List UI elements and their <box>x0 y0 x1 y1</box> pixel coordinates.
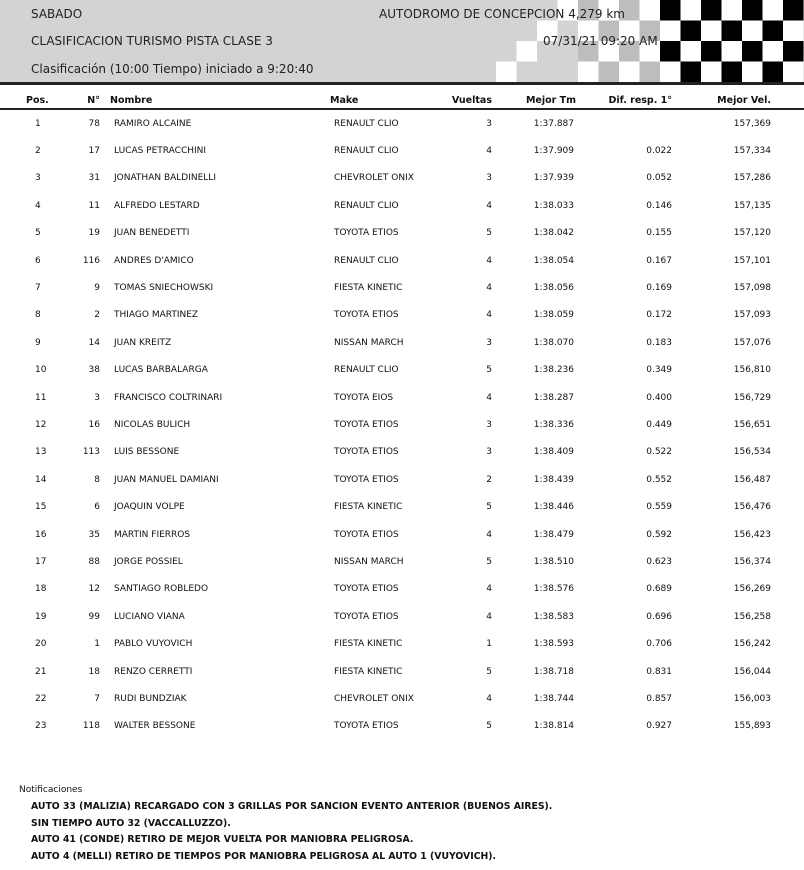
checker-square <box>660 0 681 21</box>
cell-best-time: 1:38.593 <box>533 639 574 650</box>
day-label: SABADO <box>31 7 83 21</box>
cell-name: ALFREDO LESTARD <box>114 200 200 211</box>
cell-best-time: 1:38.479 <box>533 529 574 540</box>
cell-name: THIAGO MARTINEZ <box>114 310 199 321</box>
cell-num: 88 <box>88 556 100 567</box>
cell-name: TOMAS SNIECHOWSKI <box>114 283 214 294</box>
cell-best-speed: 156,242 <box>733 639 771 650</box>
cell-best-speed: 157,098 <box>733 283 771 294</box>
col-best-header: Mejor Tm <box>492 92 576 109</box>
cell-best-time: 1:38.056 <box>533 283 574 294</box>
checker-square <box>701 41 722 62</box>
cell-make: TOYOTA EIOS <box>334 392 394 403</box>
col-laps-header: Vueltas <box>450 92 492 109</box>
checker-square <box>681 0 702 21</box>
cell-num: 9 <box>94 283 100 294</box>
table-row <box>0 548 804 575</box>
cell-pos: 17 <box>35 556 47 567</box>
notifications-section <box>19 785 552 867</box>
cell-make: FIESTA KINETIC <box>334 502 403 513</box>
checker-square <box>517 41 538 62</box>
cell-make: TOYOTA ETIOS <box>334 721 399 732</box>
table-row <box>0 521 804 548</box>
checker-square <box>722 41 743 62</box>
cell-best-speed: 157,101 <box>733 255 771 266</box>
checker-square <box>763 62 784 83</box>
cell-gap: 0.349 <box>646 365 672 376</box>
cell-best-time: 1:38.409 <box>533 447 574 458</box>
cell-pos: 1 <box>35 118 41 129</box>
cell-name: LUIS BESSONE <box>114 447 180 458</box>
table-row <box>0 658 804 685</box>
checker-square <box>701 21 722 42</box>
cell-num: 8 <box>94 474 100 485</box>
cell-name: LUCIANO VIANA <box>114 611 185 622</box>
cell-best-time: 1:38.059 <box>533 310 574 321</box>
notification-line: AUTO 4 (MELLI) RETIRO DE TIEMPOS POR MANIOBRA PELIGROSA AL AUTO 1 (VUYOVICH). <box>31 850 497 862</box>
table-row <box>0 274 804 301</box>
col-speed-header: Mejor Vel. <box>672 92 771 109</box>
cell-laps: 3 <box>486 447 492 458</box>
cell-name: RENZO CERRETTI <box>114 666 193 677</box>
cell-best-speed: 156,423 <box>733 529 771 540</box>
cell-pos: 21 <box>35 666 47 677</box>
checker-square <box>660 41 681 62</box>
cell-best-speed: 156,258 <box>733 611 771 622</box>
cell-pos: 18 <box>35 584 47 595</box>
cell-num: 99 <box>88 611 100 622</box>
table-row <box>0 220 804 247</box>
cell-gap: 0.552 <box>646 474 672 485</box>
cell-gap: 0.052 <box>646 173 672 184</box>
cell-laps: 4 <box>486 392 492 403</box>
cell-gap: 0.689 <box>646 584 672 595</box>
checker-square <box>660 62 681 83</box>
cell-pos: 10 <box>35 365 47 376</box>
cell-make: FIESTA KINETIC <box>334 666 403 677</box>
cell-best-speed: 156,810 <box>733 365 771 376</box>
cell-make: FIESTA KINETIC <box>334 283 403 294</box>
checker-square <box>722 0 743 21</box>
cell-pos: 5 <box>35 228 41 239</box>
cell-pos: 11 <box>35 392 47 403</box>
cell-laps: 5 <box>486 365 492 376</box>
table-row <box>0 493 804 520</box>
cell-num: 7 <box>94 693 100 704</box>
session-datetime: 07/31/21 09:20 AM <box>543 34 658 48</box>
checker-square <box>599 62 620 83</box>
cell-best-time: 1:38.439 <box>533 474 574 485</box>
checker-square <box>640 0 661 21</box>
notifications-title: Notificaciones <box>19 785 83 795</box>
cell-best-time: 1:37.887 <box>533 118 574 129</box>
cell-make: TOYOTA ETIOS <box>334 310 399 321</box>
table-row <box>0 357 804 384</box>
col-num-header: N° <box>60 92 100 109</box>
cell-best-time: 1:38.814 <box>533 721 574 732</box>
cell-best-speed: 156,374 <box>733 556 771 567</box>
table-row <box>0 384 804 411</box>
cell-pos: 13 <box>35 447 47 458</box>
cell-best-speed: 157,093 <box>733 310 771 321</box>
cell-name: PABLO VUYOVICH <box>114 639 193 650</box>
cell-laps: 4 <box>486 200 492 211</box>
cell-gap <box>576 109 672 137</box>
cell-name: LUCAS PETRACCHINI <box>114 146 207 157</box>
cell-laps: 5 <box>486 502 492 513</box>
table-row <box>0 630 804 657</box>
cell-laps: 3 <box>486 337 492 348</box>
cell-name: JORGE POSSIEL <box>114 556 183 567</box>
cell-gap: 0.449 <box>646 419 672 430</box>
cell-num: 12 <box>88 584 100 595</box>
cell-laps: 4 <box>486 310 492 321</box>
cell-name: WALTER BESSONE <box>114 721 196 732</box>
cell-best-speed: 157,286 <box>733 173 771 184</box>
cell-pos: 19 <box>35 611 47 622</box>
cell-gap: 0.400 <box>646 392 672 403</box>
cell-num: 38 <box>88 365 100 376</box>
cell-best-speed: 156,269 <box>733 584 771 595</box>
cell-best-speed: 156,044 <box>733 666 771 677</box>
table-row <box>0 466 804 493</box>
cell-gap: 0.522 <box>646 447 672 458</box>
cell-num: 6 <box>94 502 100 513</box>
cell-pos: 15 <box>35 502 47 513</box>
cell-make: CHEVROLET ONIX <box>334 693 414 704</box>
cell-make: TOYOTA ETIOS <box>334 474 399 485</box>
table-row <box>0 603 804 630</box>
cell-make: CHEVROLET ONIX <box>334 173 414 184</box>
cell-best-time: 1:37.909 <box>533 146 574 157</box>
cell-laps: 4 <box>486 283 492 294</box>
cell-gap: 0.169 <box>646 283 672 294</box>
cell-make: NISSAN MARCH <box>334 337 404 348</box>
cell-best-speed: 157,120 <box>733 228 771 239</box>
checker-square <box>701 0 722 21</box>
cell-pos: 22 <box>35 693 47 704</box>
col-make-header: Make <box>330 92 450 109</box>
cell-laps: 5 <box>486 556 492 567</box>
cell-best-time: 1:38.336 <box>533 419 574 430</box>
cell-laps: 5 <box>486 228 492 239</box>
table-row <box>0 192 804 219</box>
col-pos-header: Pos. <box>0 92 60 109</box>
cell-laps: 3 <box>486 118 492 129</box>
cell-gap: 0.172 <box>646 310 672 321</box>
checker-square <box>763 41 784 62</box>
table-row <box>0 302 804 329</box>
cell-best-time: 1:38.718 <box>533 666 574 677</box>
cell-pos: 4 <box>35 200 41 211</box>
cell-make: RENAULT CLIO <box>334 365 399 376</box>
cell-pos: 14 <box>35 474 47 485</box>
cell-best-time: 1:38.744 <box>533 693 574 704</box>
cell-pos: 9 <box>35 337 41 348</box>
cell-laps: 4 <box>486 255 492 266</box>
checker-square <box>722 62 743 83</box>
col-gap-header: Dif. resp. 1° <box>576 92 672 109</box>
checker-square <box>763 0 784 21</box>
cell-num: 35 <box>88 529 100 540</box>
cell-best-time: 1:38.236 <box>533 365 574 376</box>
checker-square <box>783 41 804 62</box>
cell-num: 11 <box>88 200 100 211</box>
cell-gap: 0.831 <box>646 666 672 677</box>
report-header <box>0 0 804 85</box>
cell-laps: 4 <box>486 584 492 595</box>
cell-laps: 2 <box>486 474 492 485</box>
cell-best-speed: 157,076 <box>733 337 771 348</box>
table-row <box>0 576 804 603</box>
cell-gap: 0.592 <box>646 529 672 540</box>
cell-pos: 6 <box>35 255 41 266</box>
cell-laps: 4 <box>486 611 492 622</box>
cell-gap: 0.706 <box>646 639 672 650</box>
cell-name: JUAN MANUEL DAMIANI <box>114 474 219 485</box>
cell-num: 2 <box>94 310 100 321</box>
checker-square <box>783 21 804 42</box>
cell-gap: 0.155 <box>646 228 672 239</box>
table-row <box>0 329 804 356</box>
cell-name: MARTIN FIERROS <box>114 529 191 540</box>
cell-pos: 3 <box>35 173 41 184</box>
checker-square <box>742 0 763 21</box>
cell-name: NICOLAS BULICH <box>114 419 191 430</box>
cell-name: JONATHAN BALDINELLI <box>114 173 216 184</box>
cell-make: RENAULT CLIO <box>334 118 399 129</box>
checker-square <box>742 62 763 83</box>
cell-best-speed: 156,476 <box>733 502 771 513</box>
cell-best-speed: 156,487 <box>733 474 771 485</box>
cell-laps: 3 <box>486 173 492 184</box>
cell-make: TOYOTA ETIOS <box>334 529 399 540</box>
cell-name: JUAN KREITZ <box>114 337 172 348</box>
checker-square <box>742 21 763 42</box>
cell-num: 118 <box>82 721 100 732</box>
cell-num: 3 <box>94 392 100 403</box>
cell-name: ANDRES D'AMICO <box>114 255 194 266</box>
cell-laps: 5 <box>486 721 492 732</box>
cell-make: TOYOTA ETIOS <box>334 447 399 458</box>
cell-make: TOYOTA ETIOS <box>334 584 399 595</box>
cell-laps: 5 <box>486 666 492 677</box>
checker-square <box>763 21 784 42</box>
cell-best-time: 1:38.033 <box>533 200 574 211</box>
checker-square <box>660 21 681 42</box>
cell-best-time: 1:38.576 <box>533 584 574 595</box>
checker-square <box>783 62 804 83</box>
cell-name: FRANCISCO COLTRINARI <box>114 392 223 403</box>
cell-num: 19 <box>88 228 100 239</box>
session-start-info: Clasificación (10:00 Tiempo) iniciado a 9:20:40 <box>31 62 314 76</box>
cell-pos: 20 <box>35 639 47 650</box>
cell-laps: 3 <box>486 419 492 430</box>
checker-square <box>640 62 661 83</box>
cell-name: JOAQUIN VOLPE <box>114 502 185 513</box>
cell-best-time: 1:38.583 <box>533 611 574 622</box>
cell-make: TOYOTA ETIOS <box>334 228 399 239</box>
cell-make: TOYOTA ETIOS <box>334 611 399 622</box>
cell-gap: 0.696 <box>646 611 672 622</box>
cell-num: 1 <box>94 639 100 650</box>
cell-best-speed: 157,369 <box>733 118 771 129</box>
table-row <box>0 411 804 438</box>
table-row <box>0 713 804 740</box>
cell-best-time: 1:38.510 <box>533 556 574 567</box>
cell-gap: 0.857 <box>646 693 672 704</box>
cell-best-time: 1:38.054 <box>533 255 574 266</box>
checker-square <box>701 62 722 83</box>
table-row <box>0 439 804 466</box>
cell-pos: 2 <box>35 146 41 157</box>
checker-square <box>619 62 640 83</box>
cell-pos: 7 <box>35 283 41 294</box>
checker-square <box>578 62 599 83</box>
checker-square <box>722 21 743 42</box>
notification-line: AUTO 41 (CONDE) RETIRO DE MEJOR VUELTA POR MANIOBRA PELIGROSA. <box>31 834 414 845</box>
cell-num: 14 <box>88 337 100 348</box>
cell-gap: 0.927 <box>646 721 672 732</box>
cell-make: RENAULT CLIO <box>334 200 399 211</box>
cell-num: 16 <box>88 419 100 430</box>
cell-make: RENAULT CLIO <box>334 255 399 266</box>
table-row <box>0 109 804 137</box>
cell-num: 113 <box>82 447 100 458</box>
cell-name: JUAN BENEDETTI <box>114 228 190 239</box>
cell-num: 17 <box>88 146 100 157</box>
cell-name: RAMIRO ALCAINE <box>114 118 192 129</box>
cell-best-speed: 155,893 <box>733 721 771 732</box>
cell-gap: 0.559 <box>646 502 672 513</box>
notification-line: SIN TIEMPO AUTO 32 (VACCALLUZZO). <box>31 817 231 829</box>
cell-laps: 1 <box>486 639 492 650</box>
cell-gap: 0.183 <box>646 337 672 348</box>
table-row <box>0 685 804 712</box>
cell-gap: 0.022 <box>646 146 672 157</box>
cell-num: 78 <box>88 118 100 129</box>
cell-make: TOYOTA ETIOS <box>334 419 399 430</box>
cell-make: RENAULT CLIO <box>334 146 399 157</box>
cell-best-time: 1:38.070 <box>533 337 574 348</box>
cell-laps: 4 <box>486 146 492 157</box>
cell-gap: 0.167 <box>646 255 672 266</box>
cell-laps: 4 <box>486 529 492 540</box>
notification-line: AUTO 33 (MALIZIA) RECARGADO CON 3 GRILLAS POR SANCION EVENTO ANTERIOR (BUENOS AIRES). <box>31 801 553 812</box>
cell-make: FIESTA KINETIC <box>334 639 403 650</box>
cell-best-speed: 156,729 <box>733 392 771 403</box>
cell-pos: 8 <box>35 310 41 321</box>
cell-best-time: 1:38.287 <box>533 392 574 403</box>
cell-best-speed: 156,003 <box>733 693 771 704</box>
checker-square <box>681 41 702 62</box>
cell-name: SANTIAGO ROBLEDO <box>114 584 209 595</box>
table-row <box>0 165 804 192</box>
cell-best-speed: 156,534 <box>733 447 771 458</box>
cell-best-speed: 157,135 <box>733 200 771 211</box>
cell-num: 31 <box>88 173 100 184</box>
cell-pos: 12 <box>35 419 47 430</box>
checker-square <box>681 21 702 42</box>
cell-best-time: 1:38.042 <box>533 228 574 239</box>
results-table <box>0 92 804 740</box>
circuit-label: AUTODROMO DE CONCEPCION 4,279 km <box>379 7 625 21</box>
checker-square <box>742 41 763 62</box>
cell-laps: 4 <box>486 693 492 704</box>
cell-best-speed: 157,334 <box>733 146 771 157</box>
cell-num: 116 <box>82 255 100 266</box>
table-row <box>0 137 804 164</box>
cell-make: NISSAN MARCH <box>334 556 404 567</box>
cell-best-time: 1:37.939 <box>533 173 574 184</box>
cell-best-time: 1:38.446 <box>533 502 574 513</box>
table-header-row <box>0 92 804 109</box>
col-name-header: Nombre <box>110 92 330 109</box>
cell-name: RUDI BUNDZIAK <box>114 693 187 704</box>
cell-best-speed: 156,651 <box>733 419 771 430</box>
cell-gap: 0.146 <box>646 200 672 211</box>
cell-name: LUCAS BARBALARGA <box>114 365 208 376</box>
cell-num: 18 <box>88 666 100 677</box>
cell-pos: 23 <box>35 721 47 732</box>
session-title: CLASIFICACION TURISMO PISTA CLASE 3 <box>31 34 273 48</box>
checker-square <box>681 62 702 83</box>
checker-square <box>496 62 517 83</box>
cell-gap: 0.623 <box>646 556 672 567</box>
checker-square <box>783 0 804 21</box>
table-row <box>0 247 804 274</box>
cell-pos: 16 <box>35 529 47 540</box>
